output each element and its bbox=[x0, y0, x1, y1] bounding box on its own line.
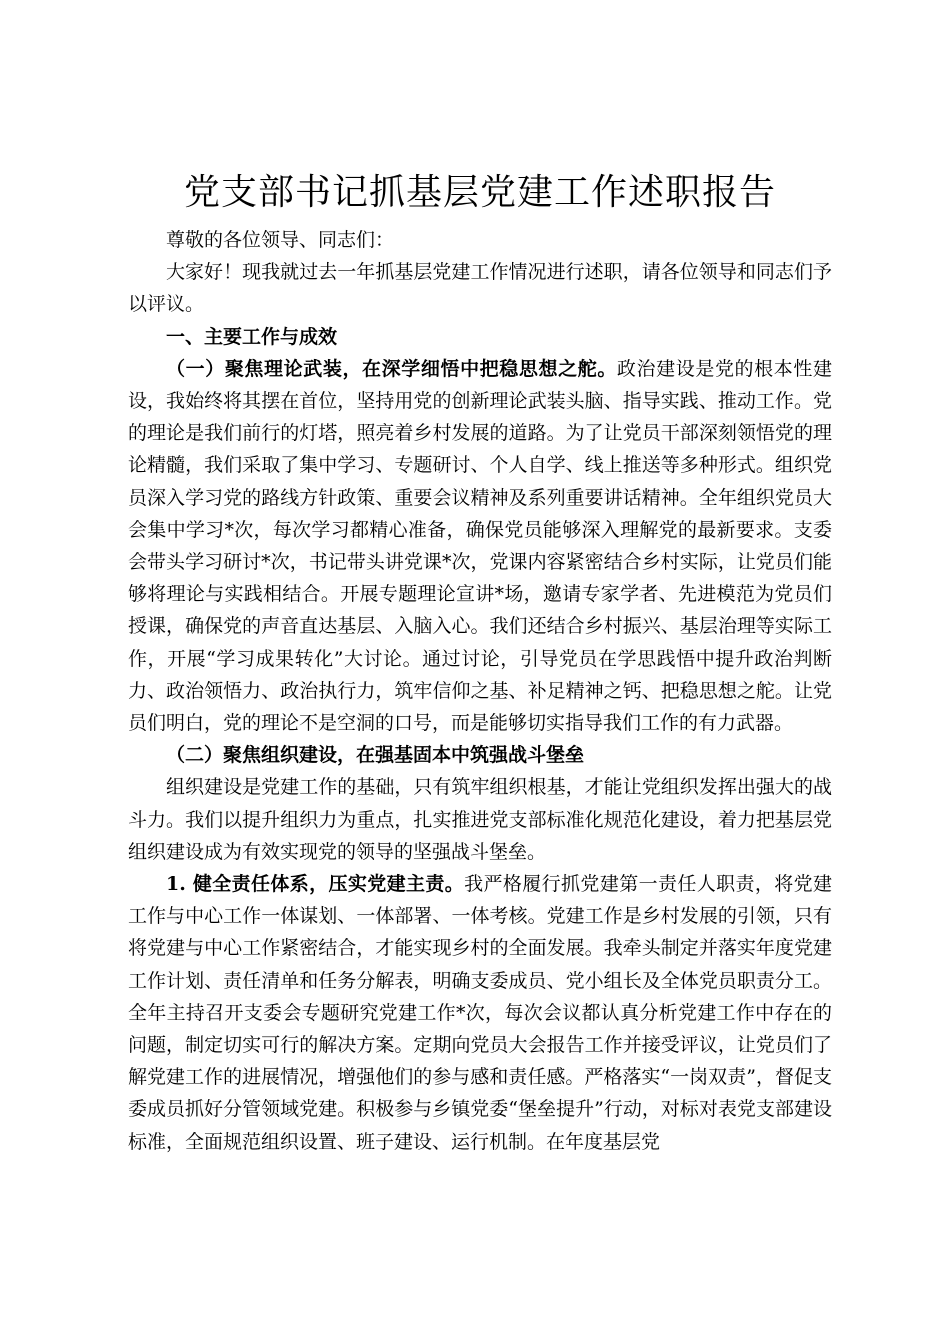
subsection-theory-paragraph bbox=[128, 353, 832, 739]
item-responsibility-body: 我严格履行抓党建第一责任人职责，将党建工作与中心工作一体谋划、一体部署、一体考核。党建工作是乡村发展的引领，只有将党建与中心工作紧密结合，才能实现乡村的全面发展。我牵头制定并落实年度党建工作计划、责任清单和任务分解表，明确支委成员、党小组长及全体党员职责分工。全年主持召开支委会专题研究党建工作*次，每次会议都认真分析党建工作中存在的问题，制定切实可行的解决方案。定期向党员大会报告工作并接受评议，让党员们了解党建工作的进展情况，增强他们的参与感和责任感。严格落实“一岗双责”，督促支委成员抓好分管领域党建。积极参与乡镇党委“堡垒提升”行动，对标对表党支部建设标准，全面规范组织设置、班子建设、运行机制。在年度基层党 bbox=[128, 873, 832, 1153]
subsection-organization-paragraph: 组织建设是党建工作的基础，只有筑牢组织根基，才能让党组织发挥出强大的战斗力。我们以提升组织力为重点，扎实推进党支部标准化规范化建设，着力把基层党组织建设成为有效实现党的领导的坚强战斗堡垒。 bbox=[128, 776, 832, 863]
subsection-theory-lead: （一）聚焦理论武装，在深学细悟中把稳思想之舵。 bbox=[166, 357, 617, 380]
document-title: 党支部书记抓基层党建工作述职报告 bbox=[183, 172, 776, 213]
subsection-organization-heading: （二）聚焦组织建设，在强基固本中筑强战斗堡垒 bbox=[166, 744, 585, 767]
section-heading-main-work: 一、主要工作与成效 bbox=[166, 325, 338, 348]
subsection-theory-body: 政治建设是党的根本性建设，我始终将其摆在首位，坚持用党的创新理论武装头脑、指导实践、推动工作。党的理论是我们前行的灯塔，照亮着乡村发展的道路。为了让党员干部深刻领悟党的理论精髓，我们采取了集中学习、专题研讨、个人自学、线上推送等多种形式。组织党员深入学习党的路线方针政策、重要会议精神及系列重要讲话精神。全年组织党员大会集中学习*次，每次学习都精心准备，确保党员能够深入理解党的最新要求。支委会带头学习研讨*次，书记带头讲党课*次，党课内容紧密结合乡村实际，让党员们能够将理论与实践相结合。开展专题理论宣讲*场，邀请专家学者、先进模范为党员们授课，确保党的声音直达基层、入脑入心。我们还结合乡村振兴、基层治理等实际工作，开展“学习成果转化”大讨论。通过讨论，引导党员在学思践悟中提升政治判断力、政治领悟力、政治执行力，筑牢信仰之基、补足精神之钙、把稳思想之舵。让党员们明白，党的理论不是空洞的口号，而是能够切实指导我们工作的有力武器。 bbox=[128, 357, 832, 735]
item-responsibility-lead: 1. 健全责任体系，压实党建主责。 bbox=[166, 873, 465, 896]
item-responsibility-paragraph bbox=[128, 868, 832, 1158]
document-body bbox=[128, 170, 832, 1158]
greeting-paragraph: 尊敬的各位领导、同志们： bbox=[166, 229, 395, 251]
intro-paragraph: 大家好！现我就过去一年抓基层党建工作情况进行述职，请各位领导和同志们予以评议。 bbox=[128, 261, 832, 316]
